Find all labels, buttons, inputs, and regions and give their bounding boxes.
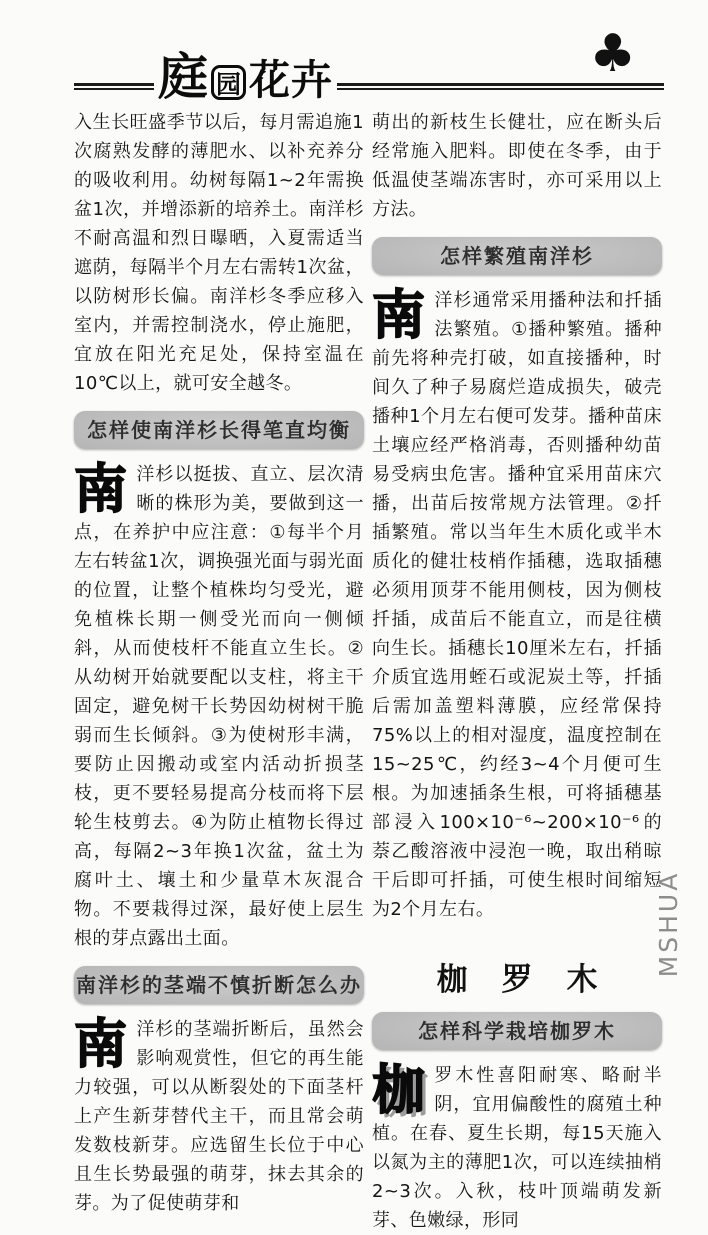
section-heading-upright-growth: 怎样使南洋杉长得笔直均衡: [74, 411, 364, 449]
header-rule-left: [74, 83, 154, 90]
logo-char-yuan: 园: [215, 69, 241, 99]
dropcap-nan-1: 南: [74, 459, 128, 520]
section-paragraph-cultivation: [372, 1061, 662, 1235]
section-paragraph-upright-growth: [74, 460, 364, 953]
dropcap-nan-2: 南: [74, 1014, 128, 1075]
section-paragraph-broken-stem: [74, 1015, 364, 1218]
section-body-upright-growth: 洋杉以挺拔、直立、层次清晰的株形为美，要做到这一点，在养护中应注意：①每半个月左右转盆1次，调换强光面与弱光面的位置，让整个植株均匀受光，避免植株长期一侧受光而向一侧倾斜，从而使枝杆不能直立生长。②从幼树开始就要配以支柱，将主干固定，避免树干长势因幼树树干脆弱而生长倾斜。③为使树形丰满，要防止因搬动或室内活动折损茎枝，更不要轻易提高分枝而将下层轮生枝剪去。④为防止植物长得过高，每隔2~3年换1次盆，盆土为腐叶土、壤土和少量草木灰混合物。不要栽得过深，最好使上层生根的芽点露出土面。: [74, 464, 364, 949]
two-column-layout: [74, 108, 664, 1235]
logo-char-ting: 庭: [158, 48, 208, 106]
section-body-broken-stem: 洋杉的茎端折断后，虽然会影响观赏性，但它的再生能力较强，可以从断裂处的下面茎杆上产生新芽替代主干，而且常会萌发数枝新芽。应选留生长位于中心且生长势最强的萌芽，抹去其余的芽。为了促使萌芽和: [74, 1019, 364, 1214]
right-intro-paragraph: 萌出的新枝生长健壮，应在断头后经常施入肥料。即使在冬季，由于低温使茎端冻害时，亦可采用以上方法。: [372, 112, 662, 220]
header-rule-right: [337, 83, 664, 90]
logo-chars-huahui: 花卉: [249, 56, 333, 104]
magazine-logo: [154, 48, 337, 106]
dropcap-nan-3: 南: [372, 285, 426, 346]
left-intro-paragraph: 入生长旺盛季节以后，每月需追施1次腐熟发酵的薄肥水、以补充养分的吸收利用。幼树每隔1~2年需换盆1次，并增添新的培养土。南洋杉不耐高温和烈日曝晒，入夏需适当遮荫，每隔半个月左右需转1次盆，以防树形长偏。南洋杉冬季应移入室内，并需控制浇水，停止施肥，宜放在阳光充足处，保持室温在10℃以上，就可安全越冬。: [74, 112, 364, 394]
section-heading-broken-stem: 南洋杉的茎端不慎折断怎么办: [74, 966, 364, 1004]
section-body-cultivation: 罗木性喜阳耐寒、略耐半阴，宜用偏酸性的腐殖土种植。在春、夏生长期，每15天施入以氮为主的薄肥1次，可以连续抽梢2~3次。入秋，枝叶顶端萌发新芽、色嫩绿，形同: [372, 1065, 662, 1231]
dropcap-jia: 枷: [372, 1060, 426, 1121]
right-column: [372, 108, 662, 1235]
chapter-title-jialuomu: 枷罗木: [436, 962, 632, 998]
club-suit-icon: ♣: [589, 24, 636, 84]
page-header: [74, 24, 664, 106]
left-column: [74, 108, 364, 1235]
logo-boxed-char-yuan: [211, 65, 246, 100]
section-body-propagation: 洋杉通常采用播种法和扦插法繁殖。①播种繁殖。播种前先将种壳打破，如直接播种，时间久了种子易腐烂造成损失，破壳播种1个月左右便可发芽。播种苗床土壤应经严格消毒，否则播种幼苗易受病虫危害。播种宜采用苗床穴播，出苗后按常规方法管理。②扦插繁殖。常以当年生木质化或半木质化的健壮枝梢作插穗，选取插穗必须用顶芽不能用侧枝，因为侧枝扦插，成苗后不能直立，而是往横向生长。插穗长10厘米左右，扦插介质宜选用蛭石或泥炭土等，扦插后需加盖塑料薄膜，应经常保持75%以上的相对湿度，温度控制在15~25℃，约经3~4个月便可生根。为加速插条生根，可将插穗基部浸入100×10⁻⁶~200×10⁻⁶的萘乙酸溶液中浸泡一晚，取出稍晾干后即可扦插，可使生根时间缩短为2个月左右。: [372, 290, 662, 920]
watermark-mshua: MSHUA: [654, 870, 683, 978]
section-paragraph-propagation: [372, 286, 662, 924]
section-heading-cultivation: 怎样科学栽培枷罗木: [372, 1012, 662, 1050]
section-heading-propagation: 怎样繁殖南洋杉: [372, 237, 662, 275]
